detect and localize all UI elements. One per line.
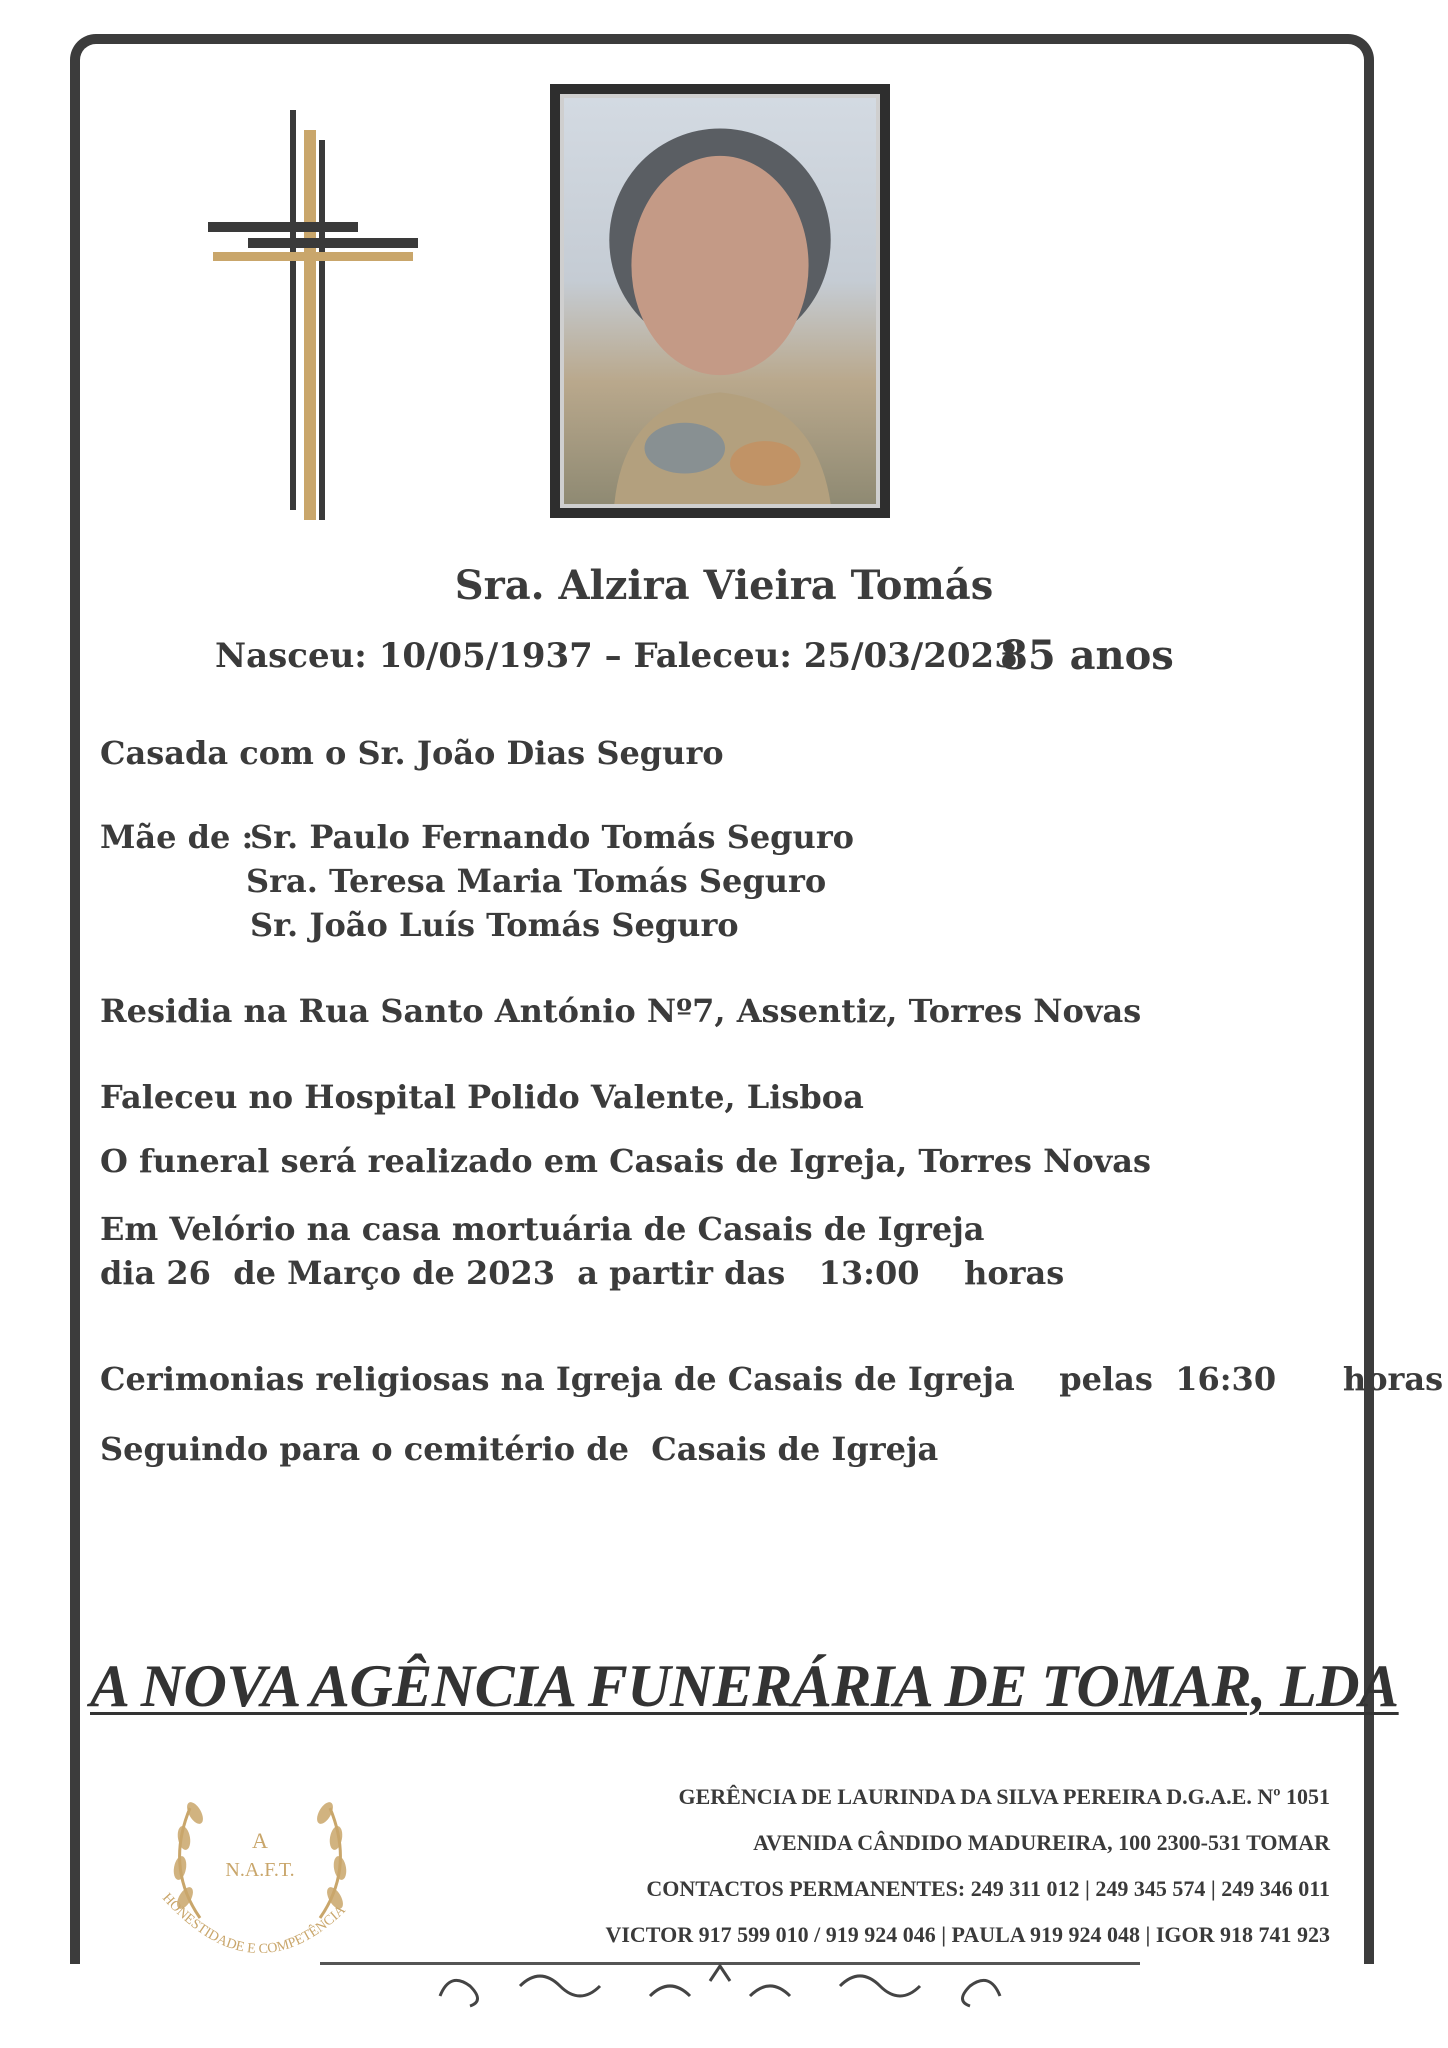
cemetery-line: Seguindo para o cemitério de Casais de Igreja [100, 1430, 939, 1468]
flourish-ornament [410, 1956, 1030, 2016]
wake-line-1: Em Velório na casa mortuária de Casais de Igreja [100, 1210, 985, 1248]
agency-address: AVENIDA CÂNDIDO MADUREIRA, 100 2300-531 TOMAR [753, 1830, 1330, 1855]
ceremony-line: Cerimonias religiosas na Igreja de Casais de Igreja pelas 16:30 horas [100, 1360, 1444, 1398]
spouse-line: Casada com o Sr. João Dias Seguro [100, 734, 724, 772]
death-place-line: Faleceu no Hospital Polido Valente, Lisboa [100, 1078, 864, 1116]
agency-seal-logo [140, 1748, 380, 1988]
wake-line-2: dia 26 de Março de 2023 a partir das 13:00 horas [100, 1254, 1065, 1292]
seal-letter: A [252, 1828, 268, 1853]
children-label: Mãe de : [100, 818, 254, 856]
deceased-name: Sra. Alzira Vieira Tomás [454, 562, 994, 609]
seal-motto: HONESTIDADE E COMPETÊNCIA [159, 1890, 349, 1958]
birth-death-dates: Nasceu: 10/05/1937 – Faleceu: 25/03/2023 [215, 636, 1018, 676]
agency-contacts: CONTACTOS PERMANENTES: 249 311 012 | 249 345 574 | 249 346 011 [646, 1876, 1330, 1901]
residence-line: Residia na Rua Santo António Nº7, Assentiz, Torres Novas [100, 992, 1142, 1030]
agency-name: A NOVA AGÊNCIA FUNERÁRIA DE TOMAR, LDA [90, 1653, 1399, 1719]
seal-initials: N.A.F.T. [225, 1859, 295, 1881]
agency-management: GERÊNCIA DE LAURINDA DA SILVA PEREIRA D.G.A.E. Nº 1051 [678, 1784, 1330, 1809]
child-1: Sr. Paulo Fernando Tomás Seguro [250, 818, 855, 856]
funeral-line: O funeral será realizado em Casais de Igreja, Torres Novas [100, 1142, 1152, 1180]
child-2: Sra. Teresa Maria Tomás Seguro [246, 862, 827, 900]
child-3: Sr. João Luís Tomás Seguro [250, 906, 739, 944]
cross-icon [208, 110, 418, 520]
portrait-photo [550, 84, 890, 518]
age: 85 anos [1000, 632, 1174, 679]
agency-persons: VICTOR 917 599 010 / 919 924 046 | PAULA 919 924 048 | IGOR 918 741 923 [605, 1922, 1330, 1947]
